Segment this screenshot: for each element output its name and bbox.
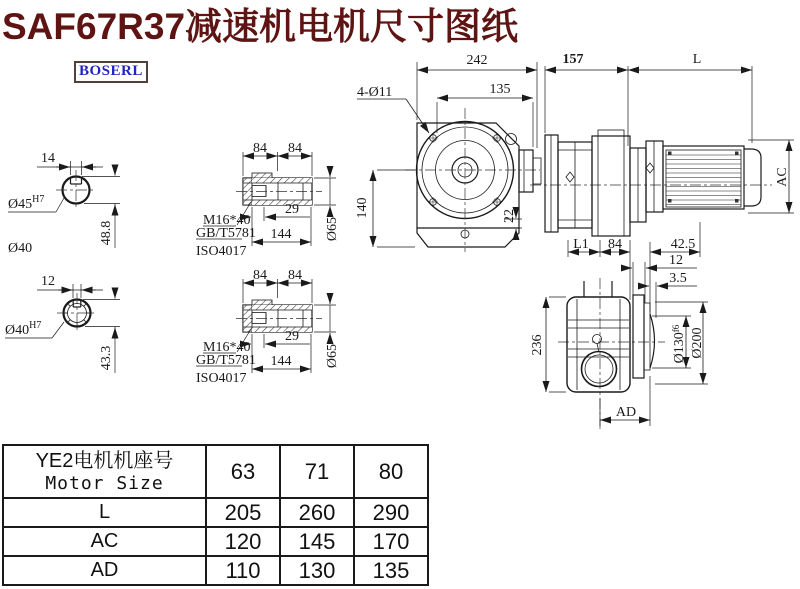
cell-AD-63: 110 [206,556,280,585]
table-row [3,556,428,585]
dim-12-label: 12 [669,253,683,268]
dim-236 [530,297,566,392]
dim-84b-label: 84 [288,268,302,283]
mounting-flange [545,135,558,232]
dim-65-label: Ø65 [325,216,340,242]
dim-135-label: 135 [489,82,511,97]
dim-140 [355,170,415,247]
eyebolt-mark [566,172,574,182]
dim-key-width-14 [37,151,103,175]
header-en: Motor Size [45,472,164,494]
dim-144 [252,334,311,373]
page-title: SAF67R37减速机电机尺寸图纸 [2,6,519,47]
cell-L-71: 260 [280,498,354,527]
table-header-motor-size [3,445,206,498]
dim-200-label: Ø200 [690,327,705,359]
dim-43-3-label: 43.3 [99,345,114,371]
dim-236-label: 236 [530,334,545,356]
row-label-AD: AD [3,556,206,585]
col-header-63: 63 [206,445,280,498]
gearbox-front-view [355,53,541,252]
dim-29-label: 29 [285,329,299,344]
dim-135 [437,82,533,147]
sleeve-drawing-1 [196,141,340,259]
dim-L [628,52,752,143]
dim-22-label: 22 [502,209,517,223]
cell-AC-80: 170 [354,527,428,556]
motor-fins [666,152,741,205]
dim-157-label: 157 [562,52,584,67]
cell-AD-71: 130 [280,556,354,585]
dim-AC [748,140,794,213]
dim-157 [545,52,628,146]
col-header-71: 71 [280,445,354,498]
dim-42-5-label: 42.5 [670,237,696,252]
thread-notes [196,202,256,259]
dim-84a-label: 84 [253,141,267,156]
table-row [3,527,428,556]
sleeve-drawing-2 [196,268,340,386]
note-4-holes [357,85,429,133]
cell-AC-71: 145 [280,527,354,556]
cell-L-80: 290 [354,498,428,527]
shaft-section-view-1 [8,151,120,256]
motor-flange [646,141,663,212]
eyebolt-mark-2 [646,163,654,173]
outer-dia-40-label: Ø40 [8,241,33,256]
output-flange-plate [633,295,644,378]
dim-dia-65 [314,169,340,241]
dim-84-84 [243,268,312,303]
col-header-80: 80 [354,445,428,498]
dim-242 [417,53,537,148]
cell-L-63: 205 [206,498,280,527]
iso-note-label: ISO4017 [196,371,247,386]
dim-84-84 [243,141,312,176]
cell-AC-63: 120 [206,527,280,556]
dim-AC-label: AC [775,167,790,187]
dim-14-label: 14 [41,151,55,166]
dim-dia-65 [314,296,340,368]
gearbox-motor-side-view [530,52,794,236]
gearbox-rear-view [530,222,708,430]
dim-depth-48-8 [82,167,120,248]
dim-48-8-label: 48.8 [99,220,114,246]
thread-note-label: M16*40 [203,340,251,355]
fan-cover [744,149,761,206]
thread-note-label: M16*40 [203,213,251,228]
dim-depth-43-3 [83,290,120,373]
dim-12-label: 12 [41,274,55,289]
dim-L1-label: L1 [573,237,589,252]
dim-84b-label: 84 [288,141,302,156]
dim-3-5 [638,271,697,318]
motor-size-table [2,444,429,586]
dim-key-width-12 [37,274,103,298]
dim-144 [252,207,311,246]
dim-84a-label: 84 [253,268,267,283]
hole-note-label: 4-Ø11 [357,85,393,100]
dim-L-label: L [692,52,702,67]
dim-AD-label: AD [615,405,637,420]
iso-note-label: ISO4017 [196,244,247,259]
row-label-AC: AC [3,527,206,556]
dim-3-5-label: 3.5 [669,271,687,286]
dim-84-label: 84 [608,237,622,252]
cell-AD-80: 135 [354,556,428,585]
dim-65-label: Ø65 [325,343,340,369]
thread-notes [196,329,256,386]
shaft-section-view-2 [5,274,120,373]
dim-29-label: 29 [285,202,299,217]
row-label-L: L [3,498,206,527]
bore-dia-label: $Ø40^{H7}$ [5,320,42,338]
dim-242-label: 242 [466,53,488,68]
dim-144-label: 144 [270,354,292,369]
brand-logo: BOSERL [74,61,148,83]
dim-130-label: $Ø130^{f6}$ [671,324,687,364]
housing-outline [567,297,630,392]
bore-dia-label: $Ø45^{H7}$ [8,194,45,212]
dim-140-label: 140 [355,197,370,219]
label-bore-dia-40 [5,320,64,338]
label-bore-dia-45 [8,194,64,212]
dim-144-label: 144 [270,227,292,242]
dim-dia-130 [652,316,691,368]
table-row [3,498,428,527]
std-note-label: GB/T5781 [196,353,256,368]
std-note-label: GB/T5781 [196,226,256,241]
header-zh: YE2电机机座号 [35,449,174,472]
